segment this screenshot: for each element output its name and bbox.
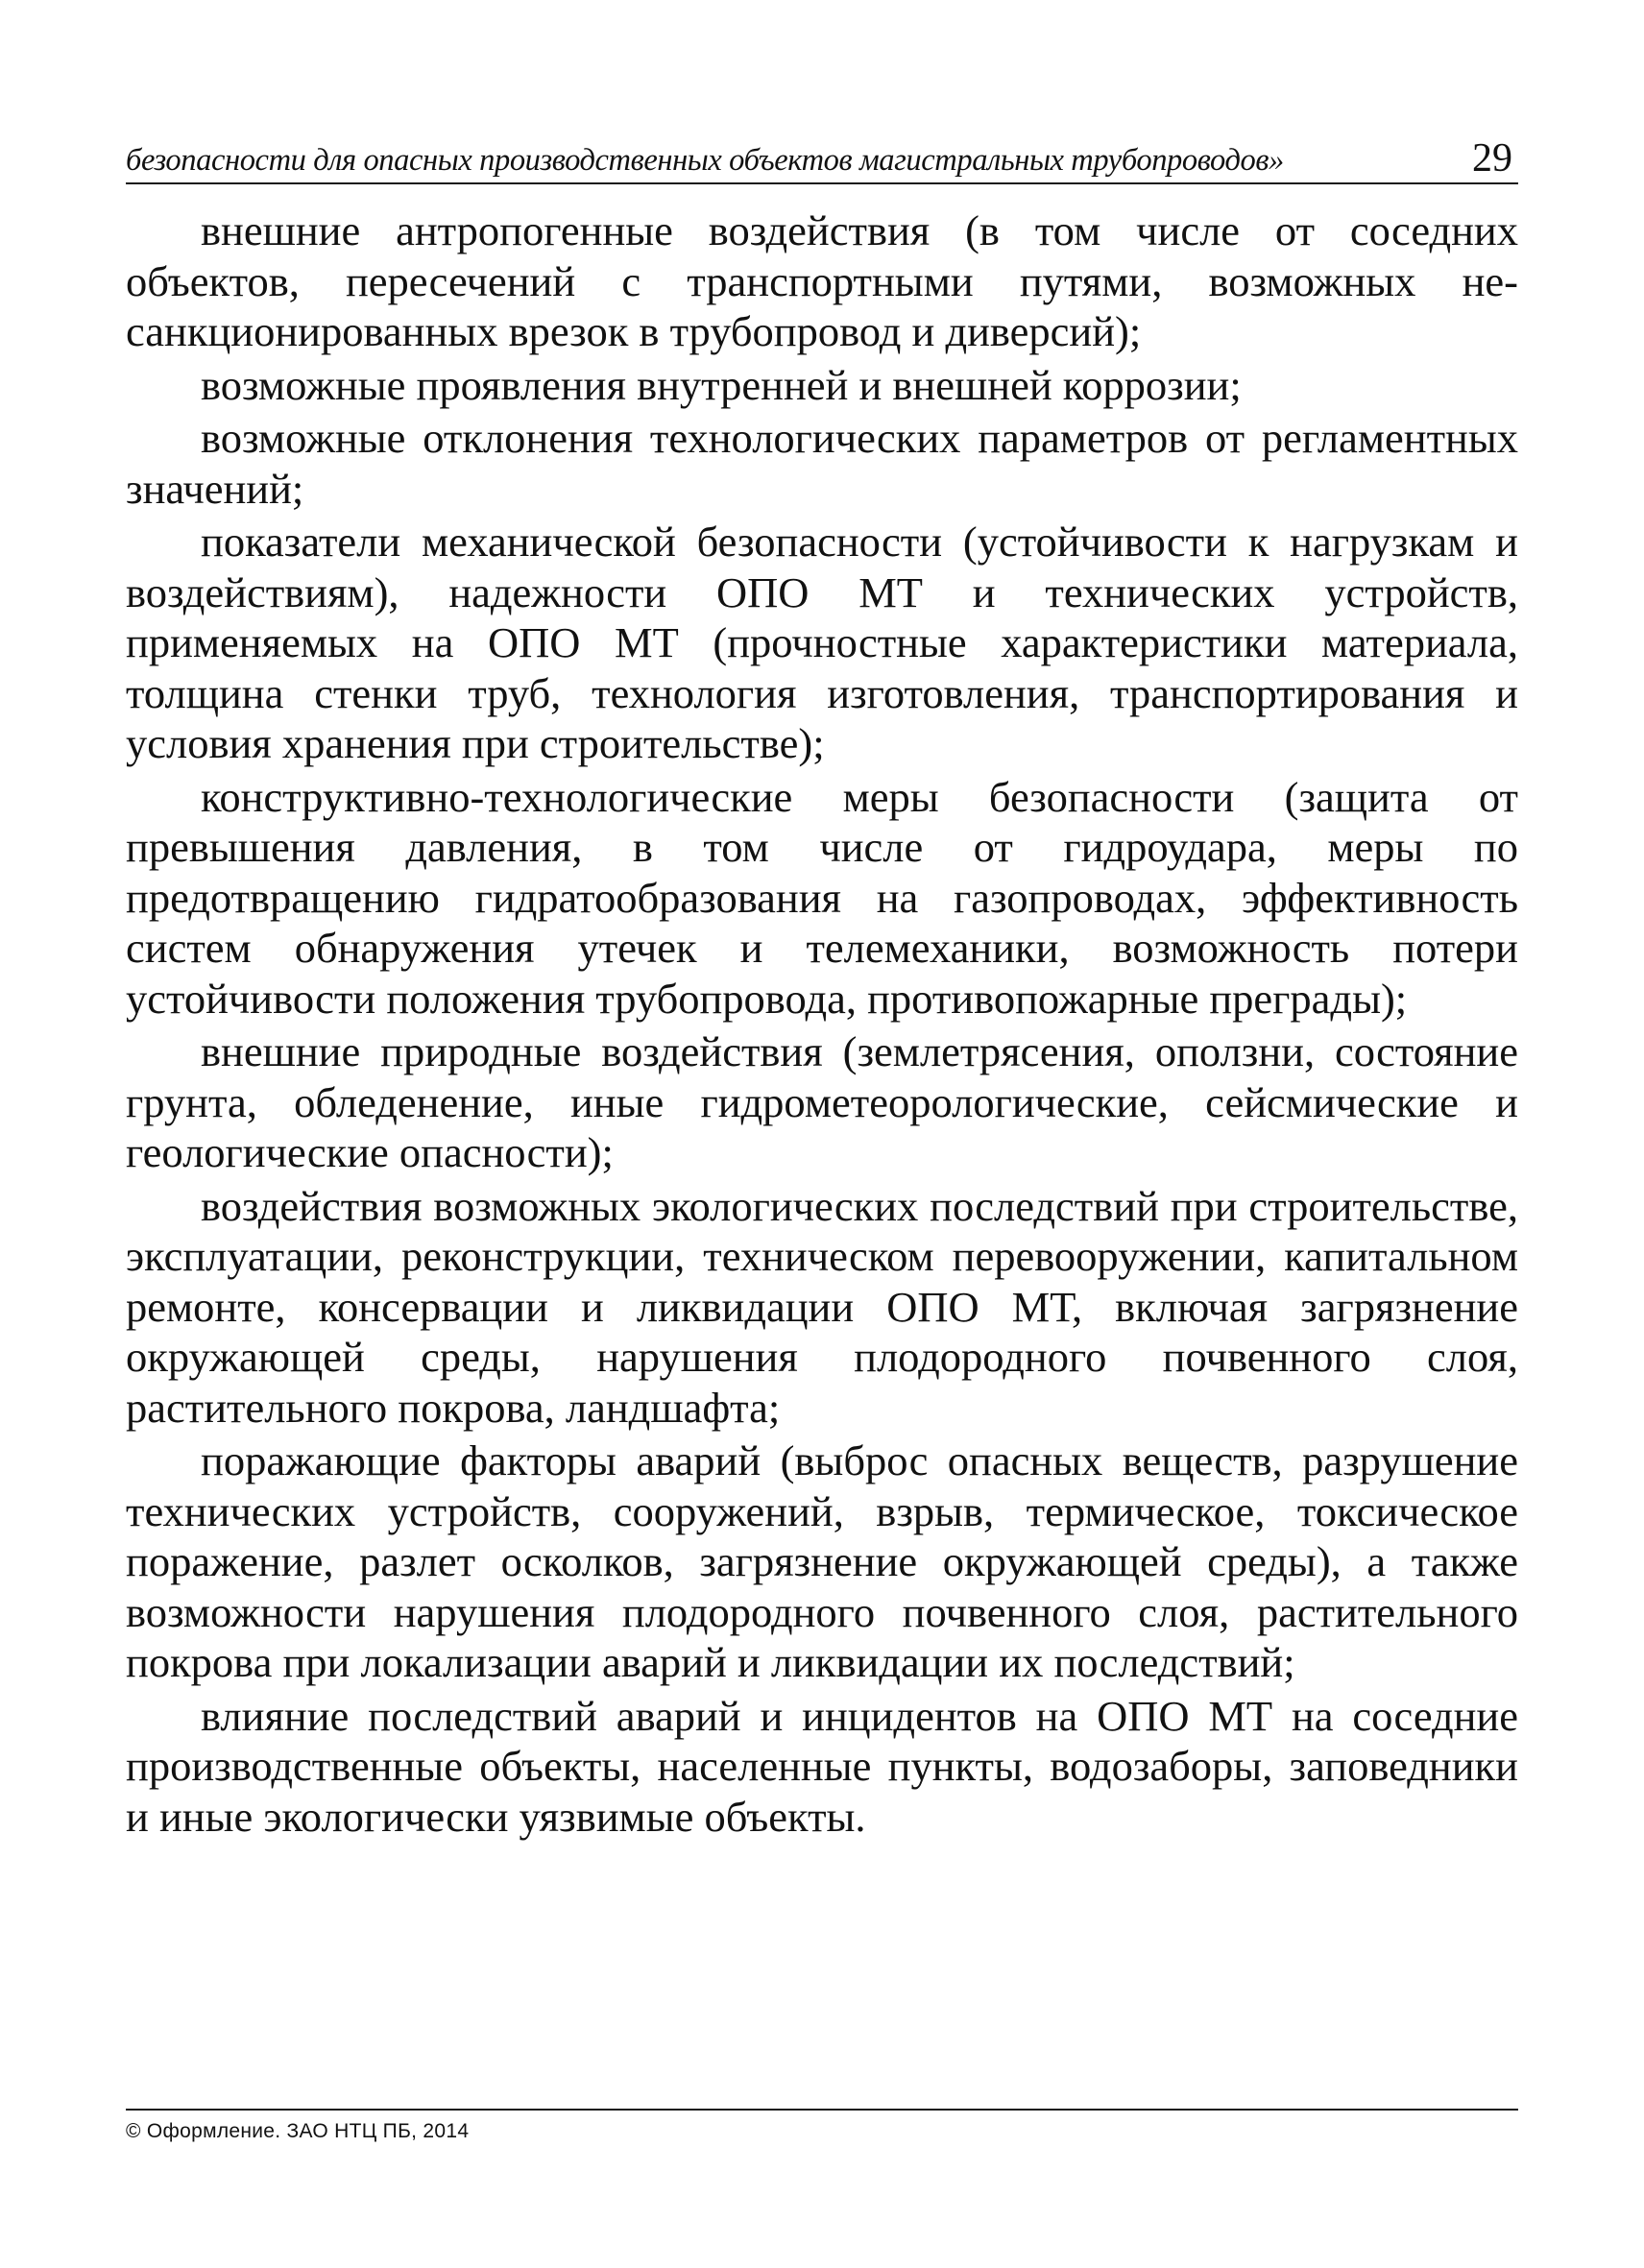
list-item-accident-damage-factors: поражающие факторы аварий (выброс опасных веществ, разрушение технических устройств, сооружений, взрыв, термическое, токсическое поражение, разлет осколков, загрязнение окружающей среды), а также возможности нарушения плодородного почвенного слоя, растительного покрова при локализации аварий и ликвидации их последствий;: [126, 1436, 1518, 1686]
document-page: [126, 125, 1518, 1845]
page-number: 29: [1472, 136, 1512, 181]
list-item-corrosion: возможные проявления внутренней и внешней коррозии;: [201, 360, 1242, 409]
page-footer: [126, 2109, 1518, 2143]
list-item-mechanical-safety: показатели механической безопасности (устойчивости к нагрузкам и воздействиям), надежности ОПО МТ и технических устройств, применяемых на ОПО МТ (прочностные характеристики материала, толщина стенки труб, технология изготовления, транспортирования и условия хранения при строительстве);: [126, 518, 1518, 767]
list-item-natural-impacts: внешние природные воздействия (землетрясения, оползни, состояние грунта, обледенение, иные гидрометеорологические, сейсмические и геологические опасности);: [126, 1027, 1518, 1176]
list-item-anthropogenic-impacts: внешние антропогенные воздействия (в том числе от соседних объектов, пересечений с транспортными путями, возможных несанкционированных врезок в трубопровод и диверсий);: [126, 206, 1518, 355]
list-item-ecological-consequences: воздействия возможных экологических последствий при строительстве, эксплуатации, реконструкции, техническом перевооружении, капитальном ремонте, консервации и ликвидации ОПО МТ, включая загрязнение окружающей среды, нарушения плодородного почвенного слоя, растительного покрова, ландшафта;: [126, 1181, 1518, 1432]
copyright-notice: © Оформление. ЗАО НТЦ ПБ, 2014: [126, 2120, 470, 2142]
list-item-accident-influence: влияние последствий аварий и инцидентов на ОПО МТ на соседние производственные объекты, населенные пункты, водозаборы, заповедники и иные экологически уязвимые объекты.: [126, 1691, 1518, 1841]
list-item-design-safety-measures: конструктивно-технологические меры безопасности (защита от превышения давления, в том числе от гидроудара, меры по предотвращению гидратообразования на газопроводах, эффективность систем обнаружения утечек и телемеханики, возможность потери устойчивости положения трубопровода, противопожарные преграды);: [126, 772, 1518, 1023]
running-header-title: безопасности для опасных производственных объектов магистральных трубопроводов»: [126, 143, 1284, 178]
running-header: [126, 125, 1518, 184]
body-text: [126, 205, 1518, 1842]
list-item-parameter-deviations: возможные отклонения технологических параметров от регламентных значений;: [126, 414, 1518, 513]
